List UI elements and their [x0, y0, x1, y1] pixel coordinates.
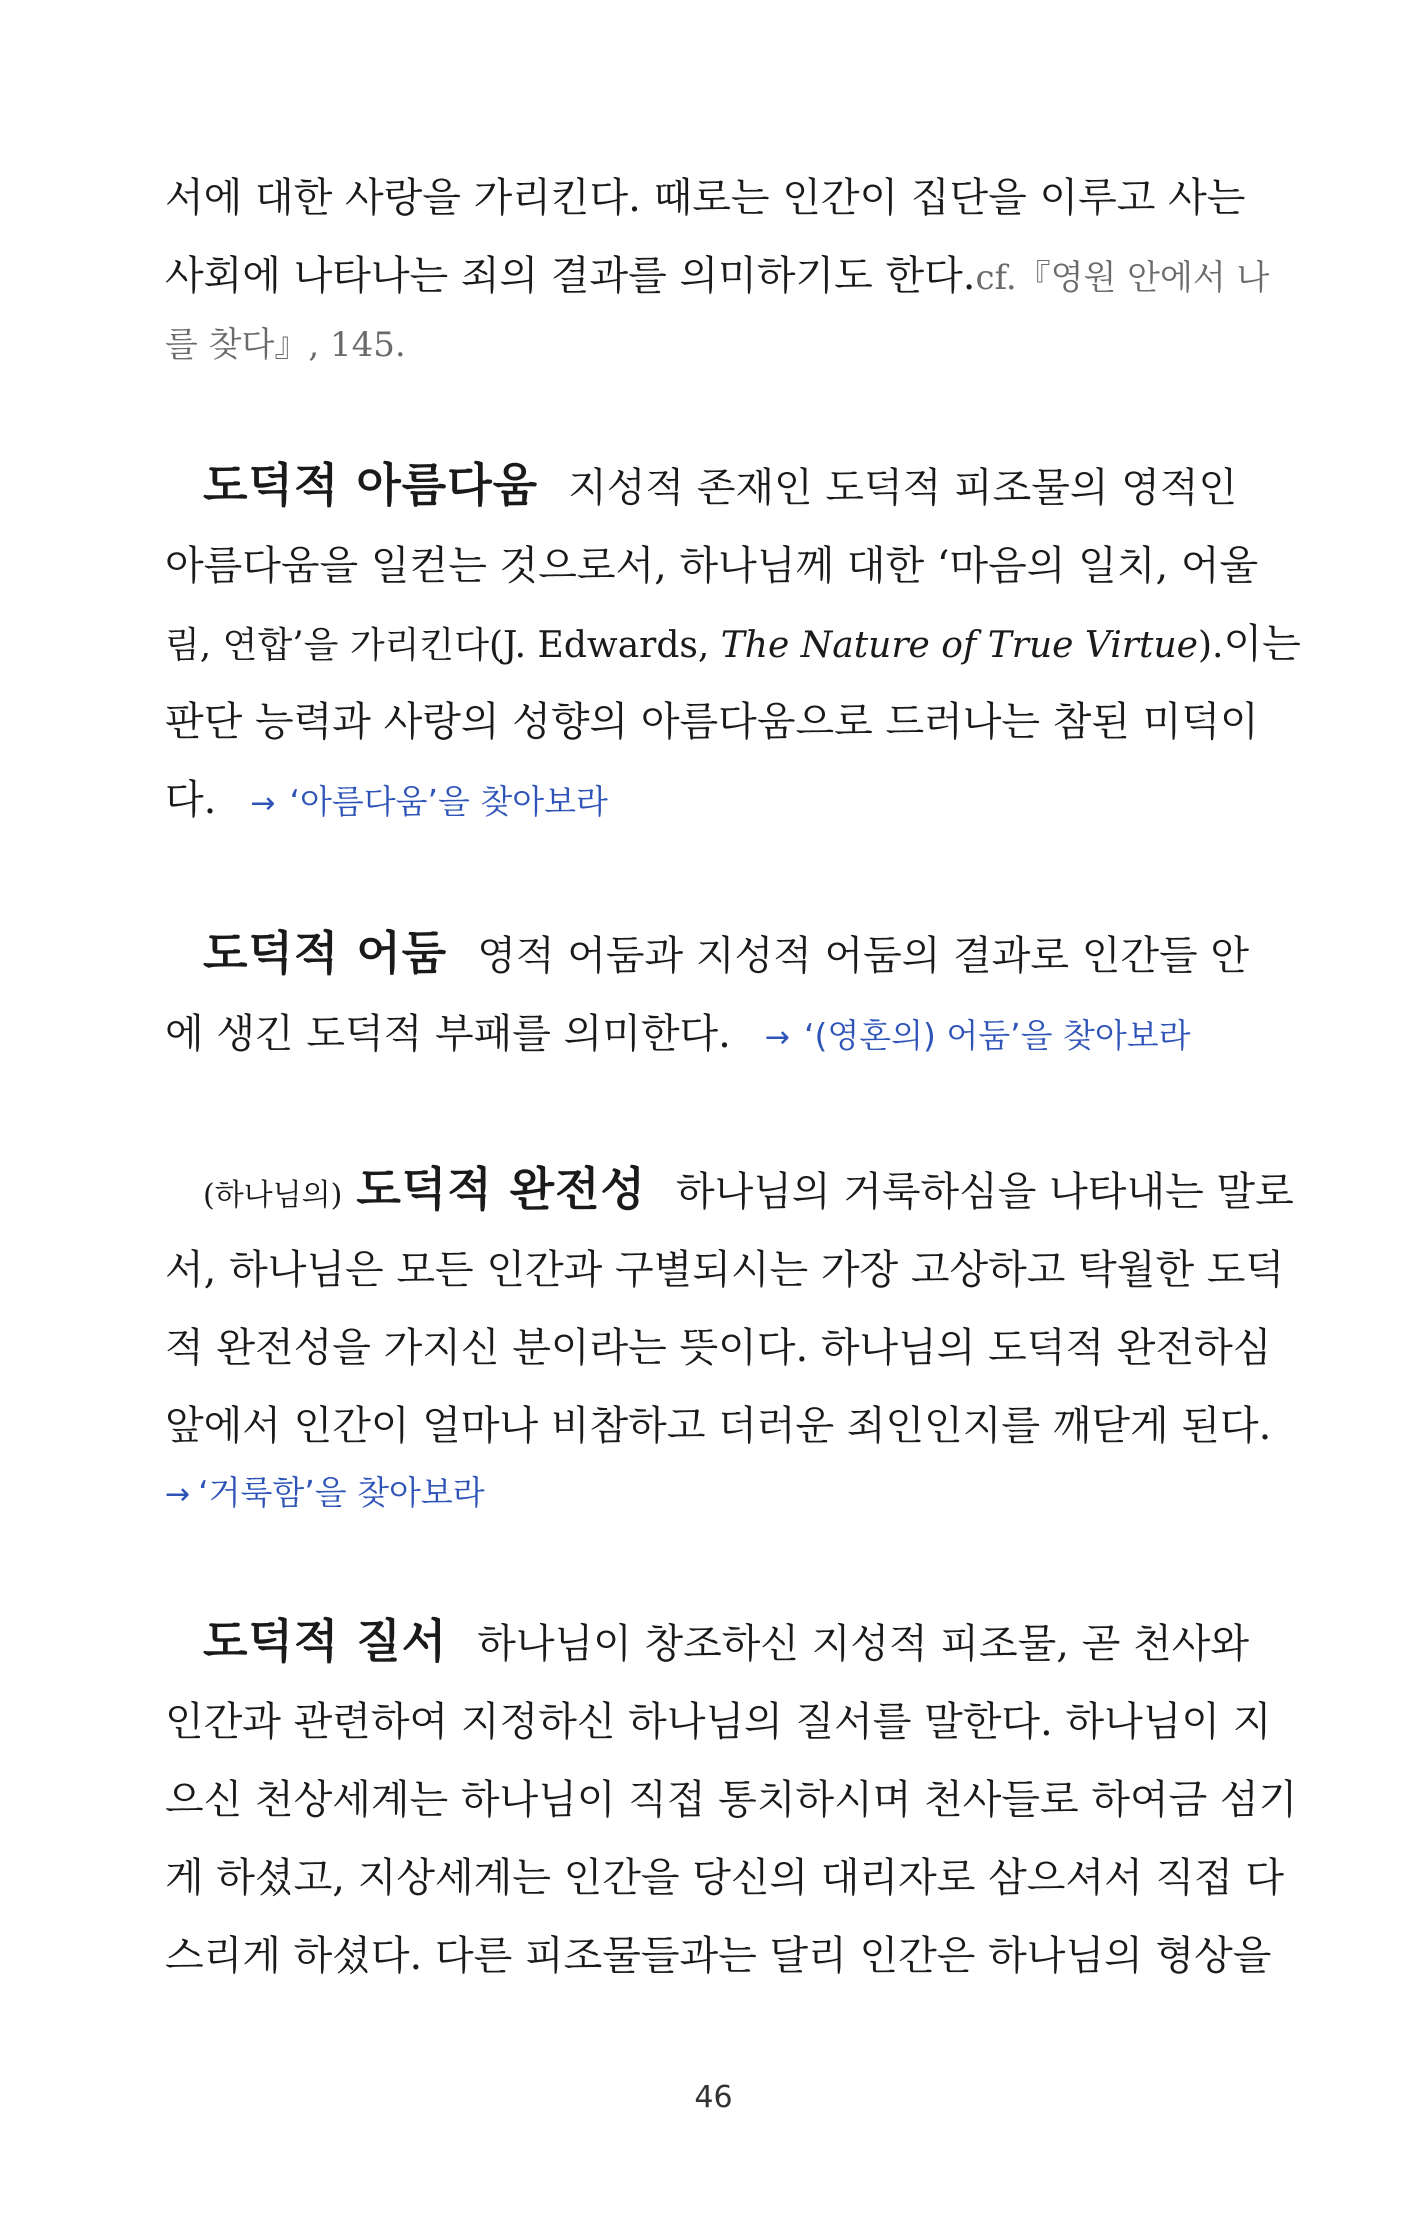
text-line: 서, 하나님은 모든 인간과 구별되시는 가장 고상하고 탁월한 도덕 — [165, 1247, 1285, 1293]
text-line: 적 완전성을 가지신 분이라는 뜻이다. 하나님의 도덕적 완전하심 — [165, 1325, 1272, 1371]
entry-moral-perfection — [165, 1162, 1294, 1512]
text-line: 스리게 하셨다. 다른 피조물들과는 달리 인간은 하나님의 형상을 — [165, 1933, 1272, 1979]
text-line: 으신 천상세계는 하나님이 직접 통치하시며 천사들로 하여금 섬기 — [165, 1777, 1298, 1823]
text-span: 지성적 존재인 도덕적 피조물의 영적인 — [568, 465, 1238, 511]
text-span: 하나님의 거룩하심을 나타내는 말로 — [675, 1169, 1294, 1215]
reference-plain: ). — [1197, 625, 1224, 666]
arrow-right-icon: → — [165, 1477, 191, 1512]
entry-moral-beauty — [165, 458, 1301, 823]
citation: cf.『영원 안에서 나 — [975, 258, 1270, 298]
entry-term: 도덕적 완전성 — [356, 1162, 646, 1216]
text-line — [165, 1473, 1233, 1512]
reference-plain: 림, 연합’을 가리킨다(J. Edwards, — [165, 625, 721, 666]
text-span: 다. — [165, 777, 217, 823]
page-number: 46 — [694, 2080, 733, 2115]
text-span: 이는 — [1223, 621, 1301, 667]
reference — [165, 625, 1224, 666]
text-line — [165, 1614, 1250, 1668]
text-span: 하나님이 창조하신 지성적 피조물, 곧 천사와 — [477, 1621, 1250, 1667]
text-line — [165, 253, 1270, 299]
cross-reference-label: ‘(영혼의) 어둠’을 찾아보라 — [804, 1016, 1191, 1055]
text-line — [165, 621, 1301, 667]
text-line: 판단 능력과 사랑의 성향의 아름다움으로 드러나는 참된 미덕이 — [165, 699, 1259, 745]
entry-moral-darkness — [165, 926, 1250, 1057]
text-line — [165, 1162, 1294, 1216]
text-line: 서에 대한 사랑을 가리킨다. 때로는 인간이 집단을 이루고 사는 — [165, 175, 1246, 221]
text-span: 에 생긴 도덕적 부패를 의미한다. — [165, 1011, 731, 1057]
cross-reference-label: ‘거룩함’을 찾아보라 — [198, 1473, 485, 1512]
text-line: 앞에서 인간이 얼마나 비참하고 더러운 죄인인지를 깨닫게 된다. — [165, 1403, 1272, 1449]
cross-reference-label: ‘아름다움’을 찾아보라 — [289, 782, 608, 821]
entry-moral-order — [165, 1614, 1298, 1979]
cross-reference-link[interactable] — [165, 1473, 485, 1512]
reference-title: The Nature of True Virtue — [720, 625, 1198, 666]
text-line: 인간과 관련하여 지정하신 하나님의 질서를 말한다. 하나님이 지 — [165, 1699, 1272, 1745]
arrow-right-icon: → — [764, 1020, 791, 1055]
text-line: 게 하셨고, 지상세계는 인간을 당신의 대리자로 삼으셔서 직접 다 — [165, 1855, 1285, 1901]
cross-reference-link[interactable] — [250, 782, 608, 821]
entry-prefix: (하나님의) — [203, 1178, 343, 1213]
entry-term: 도덕적 어둠 — [203, 926, 448, 980]
citation: 를 찾다』, 145. — [165, 325, 406, 365]
entry-term: 도덕적 질서 — [203, 1614, 448, 1668]
text-line — [165, 926, 1250, 980]
text-line — [165, 1011, 1233, 1057]
text-span: 사회에 나타나는 죄의 결과를 의미하기도 한다. — [165, 253, 976, 299]
entry-term: 도덕적 아름다움 — [203, 458, 539, 512]
entry-heading — [165, 1162, 676, 1216]
arrow-right-icon: → — [250, 786, 276, 821]
text-line — [165, 325, 1233, 365]
cross-reference-link[interactable] — [764, 1016, 1191, 1055]
intro-paragraph — [165, 175, 1270, 365]
text-line — [165, 458, 1238, 512]
text-line — [165, 777, 1233, 823]
page-body — [165, 175, 1301, 1979]
text-line: 아름다움을 일컫는 것으로서, 하나님께 대한 ‘마음의 일치, 어울 — [165, 543, 1259, 589]
text-span: 영적 어둠과 지성적 어둠의 결과로 인간들 안 — [477, 933, 1250, 979]
